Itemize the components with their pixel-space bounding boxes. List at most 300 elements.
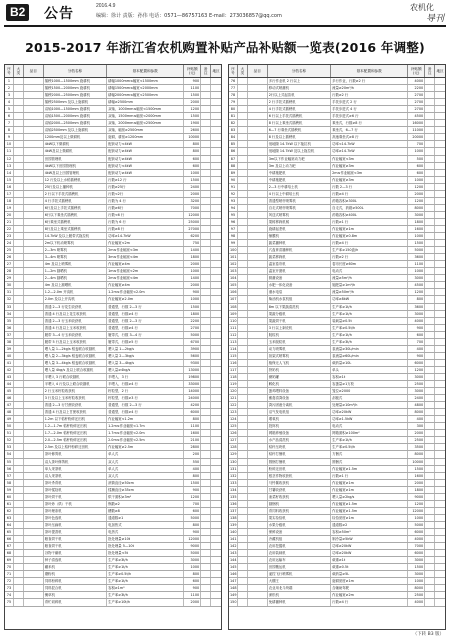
subsidy-amount: 6000 <box>408 529 425 535</box>
item-cell <box>24 163 44 169</box>
row-number: 137 <box>230 508 237 513</box>
spec-text: 容积≥1m³ <box>107 585 184 591</box>
subsidy-amount: 1500 <box>184 92 201 98</box>
item-cell <box>24 374 44 380</box>
subsidy-table-right <box>228 64 446 630</box>
category-cell <box>238 205 248 211</box>
remark-cell <box>425 564 435 570</box>
subsidy-amount: 1500 <box>184 480 201 486</box>
tier-name: 茶叶烘干机 <box>44 494 107 500</box>
item-cell <box>24 282 44 288</box>
remark-cell <box>425 148 435 154</box>
region-cell <box>435 353 445 359</box>
tier-name: 2m以下机动喷雾机 <box>44 240 107 246</box>
spec-text: 籽粒型，2 行 <box>107 388 184 394</box>
category-cell <box>238 557 248 563</box>
subsidy-amount: 1100 <box>184 592 201 598</box>
remark-cell <box>201 557 211 563</box>
region-cell <box>211 543 221 549</box>
item-cell <box>24 254 44 260</box>
region-cell <box>211 275 221 281</box>
region-cell <box>435 437 445 443</box>
subsidy-amount: 2600 <box>184 127 201 133</box>
subsidy-amount: 2000 <box>408 191 425 197</box>
table-row <box>229 473 445 480</box>
item-cell <box>24 515 44 521</box>
row-number: 133 <box>230 480 237 485</box>
remark-cell <box>201 198 211 204</box>
table-row <box>5 592 221 599</box>
subsidy-amount: 1200 <box>408 501 425 507</box>
tier-name: 2.0—2.5m 秸秆粉碎还田机 <box>44 437 107 443</box>
subsidy-amount: 5600 <box>184 353 201 359</box>
remark-cell <box>425 163 435 169</box>
remark-cell <box>425 304 435 310</box>
item-cell <box>248 395 268 401</box>
category-cell <box>238 289 248 295</box>
table-row <box>5 339 221 346</box>
spec-text: 双人式 <box>107 459 184 465</box>
item-cell <box>248 282 268 288</box>
region-cell <box>211 240 221 246</box>
item-cell <box>248 381 268 387</box>
region-cell <box>211 346 221 352</box>
spec-text: 生产率≥3t/h <box>107 557 184 563</box>
col-header: 地区 <box>436 69 444 73</box>
item-cell <box>248 92 268 98</box>
tier-name: 8m 以下果蔬清洗机 <box>268 304 331 310</box>
region-cell <box>211 198 221 204</box>
remark-cell <box>425 177 435 183</box>
tier-name: 2 行手扶式插秧机 <box>268 99 331 105</box>
tier-name: 温室卷帘机 <box>268 261 331 267</box>
spec-text: 卷帘长度≥60m <box>331 261 408 267</box>
row-number: 110 <box>230 318 237 323</box>
tier-name: 6 行以上手扶式插秧机 <box>268 113 331 119</box>
subsidy-amount: 1000 <box>184 564 201 570</box>
table-row <box>229 381 445 388</box>
subsidy-amount: 2400 <box>408 395 425 401</box>
tier-name: 茶叶理条机 <box>44 508 107 514</box>
row-number: 136 <box>230 501 237 506</box>
category-cell <box>14 120 24 126</box>
remark-cell <box>425 599 435 605</box>
table-row <box>5 311 221 318</box>
spec-text: 泵流量≥30L/min <box>331 346 408 352</box>
row-number: 57 <box>5 473 14 479</box>
region-cell <box>435 282 445 288</box>
category-cell <box>238 578 248 584</box>
region-cell <box>435 163 445 169</box>
row-number: 96 <box>229 219 238 225</box>
tier-name: 2.5m 及以上秸秆粉碎还田机 <box>44 444 107 450</box>
category-cell <box>238 585 248 591</box>
subsidy-amount: 20000 <box>408 134 425 140</box>
row-number: 109 <box>230 311 237 316</box>
subsidy-amount: 8000 <box>408 451 425 457</box>
table-row <box>5 113 221 120</box>
row-number: 90 <box>229 177 238 183</box>
remark-cell <box>425 536 435 542</box>
remark-cell <box>425 127 435 133</box>
subsidy-amount: 2700 <box>184 325 201 331</box>
table-row <box>5 437 221 444</box>
spec-text: 刮板式 <box>331 395 408 401</box>
item-cell <box>24 219 44 225</box>
remark-cell <box>201 409 211 415</box>
row-number: 49 <box>5 416 14 422</box>
subsidy-amount: 1000 <box>184 268 201 274</box>
region-cell <box>435 304 445 310</box>
region-cell <box>435 184 445 190</box>
spec-text: 捡拾宽度≥1m <box>331 515 408 521</box>
table-row <box>229 240 445 247</box>
remark-cell <box>201 494 211 500</box>
spec-text: 生产率≥3t/h <box>331 339 408 345</box>
table-row <box>5 268 221 275</box>
tier-name: 3 行以上剥壳机 <box>268 325 331 331</box>
table-row <box>5 536 221 543</box>
subsidy-amount: 4000 <box>408 78 425 84</box>
row-number: 56 <box>5 466 14 472</box>
tier-name: 粪污固液分离机 <box>268 402 331 408</box>
region-cell <box>211 501 221 507</box>
category-cell <box>14 409 24 415</box>
remark-cell <box>425 275 435 281</box>
region-cell <box>435 395 445 401</box>
table-row <box>5 522 221 529</box>
category-cell <box>238 395 248 401</box>
subsidy-amount: 11000 <box>408 127 425 133</box>
item-cell <box>24 430 44 436</box>
region-cell <box>435 205 445 211</box>
remark-cell <box>201 254 211 260</box>
tier-name: 茶叶提香机 <box>44 529 107 535</box>
tier-name: 蛋鸡喂料设备 <box>268 388 331 394</box>
region-cell <box>435 219 445 225</box>
item-cell <box>24 247 44 253</box>
remark-cell <box>201 78 211 84</box>
table-row <box>229 536 445 543</box>
subsidy-amount: 5000 <box>408 522 425 528</box>
category-cell <box>14 487 24 493</box>
remark-cell <box>201 416 211 422</box>
spec-text: 配套动力≥4kW <box>107 156 184 162</box>
table-row <box>229 466 445 473</box>
remark-cell <box>201 388 211 394</box>
table-row <box>229 296 445 303</box>
row-number: 106 <box>230 290 237 295</box>
region-cell <box>435 451 445 457</box>
category-cell <box>238 219 248 225</box>
row-number: 126 <box>230 431 237 436</box>
row-number: 91 <box>229 184 238 190</box>
item-cell <box>24 339 44 345</box>
item-cell <box>248 416 268 422</box>
row-number: 16 <box>5 184 14 190</box>
item-cell <box>248 247 268 253</box>
region-cell <box>435 592 445 598</box>
spec-text: 功率≥20kW <box>331 543 408 549</box>
item-cell <box>24 367 44 373</box>
row-number: 88 <box>229 163 238 169</box>
remark-cell <box>201 141 211 147</box>
table-row <box>229 459 445 466</box>
category-cell <box>238 85 248 91</box>
spec-text: 功率≥20kW <box>331 409 408 415</box>
remark-cell <box>425 240 435 246</box>
row-number: 48 <box>5 409 14 415</box>
tier-name: 4m 及以上割晒机 <box>44 282 107 288</box>
category-cell <box>238 494 248 500</box>
category-cell <box>238 571 248 577</box>
spec-text: 普通型，行数≥4 行 <box>107 409 184 415</box>
remark-cell <box>201 522 211 528</box>
region-cell <box>435 156 445 162</box>
item-cell <box>248 177 268 183</box>
spec-text: 双轴，1000mm≤幅宽<1500mm <box>107 106 184 112</box>
table-row <box>5 585 221 592</box>
row-number: 19 <box>5 205 14 211</box>
region-cell <box>211 388 221 394</box>
row-number: 93 <box>229 198 238 204</box>
remark-cell <box>425 508 435 514</box>
item-cell <box>24 134 44 140</box>
row-number: 121 <box>230 396 237 401</box>
row-number: 130 <box>230 459 237 464</box>
tier-name: 2—3 行中耕培土机 <box>268 184 331 190</box>
subsidy-amount: 7000 <box>184 205 201 211</box>
category-cell <box>14 85 24 91</box>
tier-name: 2—3m 喷雾机 <box>44 247 107 253</box>
region-cell <box>435 148 445 154</box>
item-cell <box>24 99 44 105</box>
tier-name: 14.7kW 及以上履带式拖拉机 <box>44 233 107 239</box>
category-cell <box>238 170 248 176</box>
category-cell <box>14 275 24 281</box>
region-cell <box>435 409 445 415</box>
spec-text: 锅数≥2 <box>107 501 184 507</box>
category-cell <box>238 592 248 598</box>
region-cell <box>211 451 221 457</box>
region-cell <box>435 430 445 436</box>
spec-text: 作业幅宽≥1.5m <box>331 466 408 472</box>
row-number: 103 <box>230 269 237 274</box>
region-cell <box>435 233 445 239</box>
category-cell <box>238 240 248 246</box>
category-cell <box>14 282 24 288</box>
region-cell <box>435 120 445 126</box>
remark-cell <box>201 282 211 288</box>
region-cell <box>435 226 445 232</box>
subsidy-amount: 2700 <box>408 92 425 98</box>
region-cell <box>435 247 445 253</box>
subsidy-amount: 5000 <box>184 550 201 556</box>
item-cell <box>248 585 268 591</box>
spec-text: 处理量≥10m³/h <box>331 402 408 408</box>
tier-name: 深松机 <box>268 592 331 598</box>
category-cell <box>14 311 24 317</box>
remark-cell <box>201 339 211 345</box>
subsidy-amount: 2700 <box>408 106 425 112</box>
item-cell <box>248 339 268 345</box>
tier-name: 4 行以上中耕培土机 <box>268 191 331 197</box>
tier-name: 潜水电泵 <box>268 289 331 295</box>
subsidy-amount: 6000 <box>184 409 201 415</box>
spec-text: 通道数≥1 <box>107 515 184 521</box>
remark-cell <box>425 219 435 225</box>
row-number: 52 <box>5 437 14 443</box>
region-cell <box>435 402 445 408</box>
col-header: 品目 <box>248 65 268 77</box>
subsidy-amount: 12000 <box>408 508 425 514</box>
category-cell <box>14 127 24 133</box>
remark-cell <box>425 494 435 500</box>
remark-cell <box>201 134 211 140</box>
tier-name: 4kW以下微耕机 <box>44 141 107 147</box>
category-cell <box>238 536 248 542</box>
item-cell <box>24 487 44 493</box>
spec-text: 半喂入，3 行 <box>107 374 184 380</box>
spec-text: 行数<6 行 <box>107 212 184 218</box>
spec-text: 笼位≥2000 <box>331 388 408 394</box>
remark-cell <box>201 261 211 267</box>
remark-cell <box>201 381 211 387</box>
subsidy-amount: 4000 <box>408 599 425 605</box>
subsidy-amount: 3900 <box>184 346 201 352</box>
table-row <box>229 289 445 296</box>
item-cell <box>24 261 44 267</box>
tier-name: 低地隙 14.7kW 以下拖拉机 <box>268 141 331 147</box>
region-cell <box>211 395 221 401</box>
subsidy-amount: 1500 <box>408 564 425 570</box>
category-cell <box>14 156 24 162</box>
remark-cell <box>425 578 435 584</box>
table-row <box>5 141 221 148</box>
category-cell <box>238 388 248 394</box>
remark-cell <box>425 212 435 218</box>
row-number: 97 <box>229 226 238 232</box>
tier-name: 畜禽清粪设备 <box>268 395 331 401</box>
subsidy-amount: 33000 <box>184 381 201 387</box>
tier-name: 插秧1000—1500mm 旋耕机 <box>44 78 107 84</box>
spec-text: 履带式，行数≥5 行 <box>107 339 184 345</box>
item-cell <box>248 311 268 317</box>
row-number: 4 <box>5 99 14 105</box>
region-cell <box>211 353 221 359</box>
subsidy-amount: 1100 <box>184 423 201 429</box>
spec-text: 2m≤作业幅宽<4m <box>107 275 184 281</box>
item-cell <box>24 585 44 591</box>
region-cell <box>211 268 221 274</box>
row-number: 22 <box>5 226 14 232</box>
subsidy-amount: 2500 <box>408 437 425 443</box>
item-cell <box>24 226 44 232</box>
tier-name: 茶叶修剪机 <box>44 451 107 457</box>
subsidy-amount: 8000 <box>408 409 425 415</box>
table-row <box>229 113 445 120</box>
category-cell <box>14 571 24 577</box>
remark-cell <box>425 233 435 239</box>
tier-name: 果实捡拾机 <box>268 515 331 521</box>
item-cell <box>248 346 268 352</box>
category-cell <box>238 346 248 352</box>
subsidy-amount: 1400 <box>184 275 201 281</box>
tier-name: 普通 4 行及以上甘蔗收获机 <box>44 409 107 415</box>
category-cell <box>14 205 24 211</box>
category-cell <box>14 134 24 140</box>
remark-cell <box>201 402 211 408</box>
item-cell <box>24 592 44 598</box>
tier-name: 自走式喷杆喷雾机 <box>268 205 331 211</box>
table-row <box>5 191 221 198</box>
table-row <box>229 156 445 163</box>
row-number: 145 <box>230 565 237 570</box>
item-cell <box>24 92 44 98</box>
category-cell <box>238 437 248 443</box>
subsidy-amount: 600 <box>408 163 425 169</box>
spec-text: 制冷量≥5kW <box>331 536 408 542</box>
table-row <box>5 360 221 367</box>
table-row <box>5 240 221 247</box>
item-cell <box>24 599 44 605</box>
region-cell <box>435 543 445 549</box>
spec-text: 配套动力≥4kW <box>107 148 184 154</box>
row-number: 94 <box>229 205 238 211</box>
region-cell <box>211 127 221 133</box>
remark-cell <box>425 339 435 345</box>
category-cell <box>238 487 248 493</box>
category-cell <box>14 254 24 260</box>
category-cell <box>14 444 24 450</box>
category-cell <box>238 564 248 570</box>
subsidy-amount: 4500 <box>408 282 425 288</box>
category-cell <box>14 148 24 154</box>
col-header: 地区 <box>212 69 220 73</box>
remark-cell <box>201 191 211 197</box>
item-cell <box>248 113 268 119</box>
category-cell <box>238 339 248 345</box>
item-cell <box>24 543 44 549</box>
row-number: 78 <box>229 92 238 98</box>
item-cell <box>248 233 268 239</box>
remark-cell <box>201 501 211 507</box>
item-cell <box>248 106 268 112</box>
item-cell <box>248 374 268 380</box>
spec-text: 普通型，行数≥4 行 <box>107 325 184 331</box>
region-cell <box>435 571 445 577</box>
remark-cell <box>201 233 211 239</box>
category-cell <box>238 134 248 140</box>
region-cell <box>211 578 221 584</box>
row-number: 1 <box>5 78 14 84</box>
tier-name: 旋耕起垄机 <box>268 226 331 232</box>
region-cell <box>211 247 221 253</box>
row-number: 85 <box>229 141 238 147</box>
subsidy-amount: 1200 <box>184 494 201 500</box>
table-row <box>229 522 445 529</box>
row-number: 148 <box>230 586 237 591</box>
tier-name: 插秧2000—2500mm 旋耕机 <box>44 92 107 98</box>
item-cell <box>248 85 268 91</box>
remark-cell <box>425 585 435 591</box>
region-cell <box>211 515 221 521</box>
row-number: 55 <box>5 459 14 465</box>
spec-text: 耕幅1000mm≤幅宽<1500mm <box>107 78 184 84</box>
subsidy-amount: 1400 <box>184 247 201 253</box>
table-row <box>229 332 445 339</box>
region-cell <box>211 557 221 563</box>
